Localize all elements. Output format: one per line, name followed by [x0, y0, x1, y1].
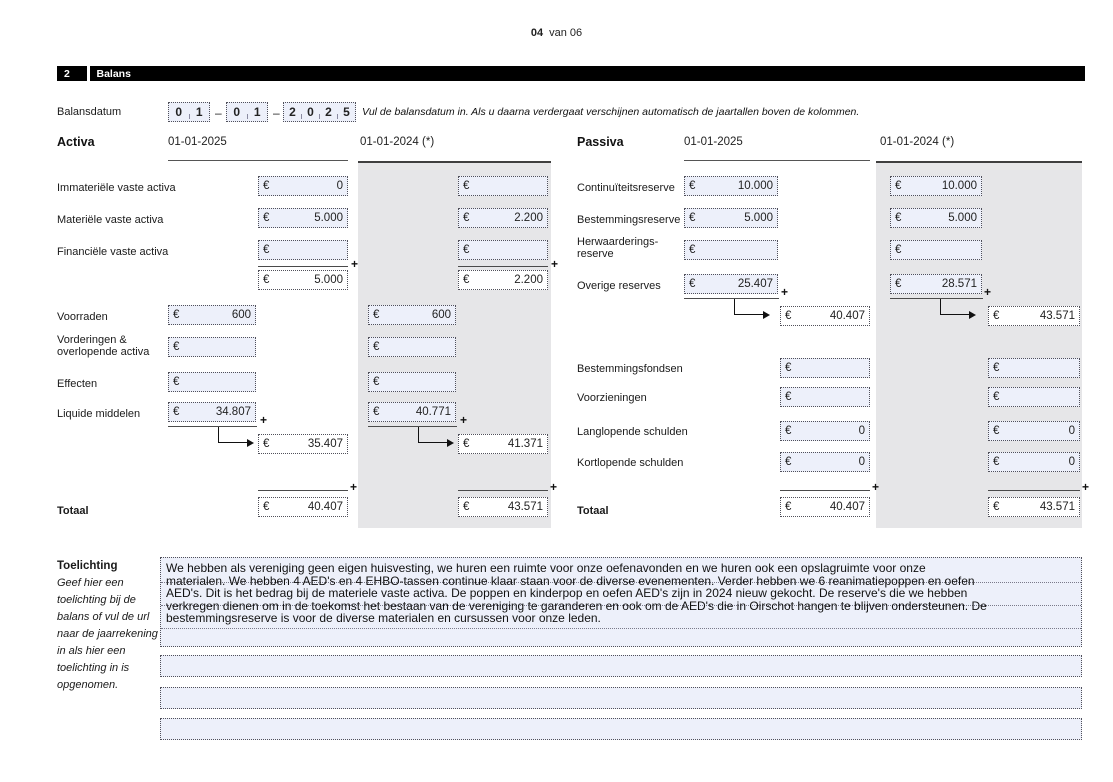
euro-sign: € — [173, 376, 180, 388]
plus-sign: + — [551, 257, 559, 271]
euro-sign: € — [463, 180, 470, 192]
sum-arrowhead-icon — [247, 439, 254, 447]
field-kortlopend-2025[interactable]: € 0 — [780, 452, 870, 472]
field-kortlopend-2024[interactable]: € 0 — [988, 452, 1080, 472]
field-herwaardering-2025[interactable] — [684, 240, 778, 260]
label-bestemmingsfondsen: Bestemmingsfondsen — [577, 363, 683, 375]
sum-line — [458, 266, 548, 267]
toelichting-hint-line: in als hier een — [57, 645, 126, 657]
field-voorzieningen-2025[interactable] — [780, 387, 870, 407]
toelichting-hint-line: toelichting in is — [57, 662, 130, 674]
balansdatum-year-field[interactable] — [283, 102, 356, 122]
month-digit: 0 — [233, 105, 241, 119]
field-passiva-totaal-2025: € 40.407 — [780, 497, 870, 517]
year-digit: 0 — [307, 105, 314, 119]
field-reserves-subtotaal-2025: € 40.407 — [780, 306, 870, 326]
plus-sign: + — [260, 413, 268, 427]
label-materiele-vaste-activa: Materiële vaste activa — [57, 214, 164, 226]
plus-sign: + — [781, 285, 789, 299]
field-passiva-totaal-2024: € 43.571 — [988, 497, 1080, 517]
field-overige-reserves-2024[interactable]: € 28.571 — [890, 274, 982, 294]
balansdatum-month-field[interactable] — [226, 102, 268, 122]
field-reserves-subtotaal-2024: € 43.571 — [988, 306, 1080, 326]
field-vorderingen-2025[interactable] — [168, 337, 256, 357]
euro-sign: € — [173, 309, 180, 321]
activa-title: Activa — [57, 135, 95, 149]
euro-sign: € — [895, 180, 902, 192]
toelichting-text-area[interactable] — [160, 557, 1082, 647]
toelichting-hint-line: opgenomen. — [57, 679, 119, 691]
page-number-suffix: van 06 — [549, 27, 583, 39]
sum-line — [258, 266, 348, 267]
passiva-title: Passiva — [577, 135, 624, 149]
label-financiele-vaste-activa: Financiële vaste activa — [57, 246, 169, 258]
field-materieel-2024[interactable]: € 2.200 — [458, 208, 548, 228]
sum-arrow-icon — [734, 299, 764, 315]
field-voorraden-2024[interactable]: € 600 — [368, 305, 456, 325]
field-bestemmingsreserve-2024[interactable]: € 5.000 — [890, 208, 982, 228]
field-activa-totaal-2024: € 43.571 — [458, 497, 548, 517]
euro-sign: € — [785, 362, 792, 374]
field-materieel-2025[interactable]: € 5.000 — [258, 208, 348, 228]
euro-sign: € — [173, 341, 180, 353]
field-vaste-activa-subtotaal-2024: € 2.200 — [458, 270, 548, 290]
euro-sign: € — [373, 406, 380, 418]
plus-sign: + — [872, 480, 880, 494]
field-continuiteitsreserve-2024[interactable]: € 10.000 — [890, 176, 982, 196]
euro-sign: € — [263, 244, 270, 256]
label-activa-totaal: Totaal — [57, 505, 89, 517]
label-voorraden: Voorraden — [57, 311, 108, 323]
label-immateriele-vaste-activa: Immateriële vaste activa — [57, 182, 176, 194]
field-langlopend-2024[interactable]: € 0 — [988, 421, 1080, 441]
field-voorraden-2025[interactable]: € 600 — [168, 305, 256, 325]
field-overige-reserves-2025[interactable]: € 25.407 — [684, 274, 778, 294]
euro-sign: € — [689, 212, 696, 224]
toelichting-empty-row[interactable] — [160, 718, 1082, 740]
euro-sign: € — [463, 244, 470, 256]
field-bestemmingsreserve-2025[interactable]: € 5.000 — [684, 208, 778, 228]
euro-sign: € — [463, 438, 470, 450]
label-liquide-middelen: Liquide middelen — [57, 408, 141, 420]
sum-arrowhead-icon — [447, 439, 454, 447]
label-kortlopende-schulden: Kortlopende schulden — [577, 457, 684, 469]
field-continuiteitsreserve-2025[interactable]: € 10.000 — [684, 176, 778, 196]
year-digit: 2 — [325, 105, 332, 119]
euro-sign: € — [263, 501, 270, 513]
euro-sign: € — [689, 180, 696, 192]
euro-sign: € — [689, 244, 696, 256]
sum-line — [458, 490, 548, 491]
label-bestemmingsreserve: Bestemmingsreserve — [577, 214, 681, 226]
passiva-2025-rule — [684, 160, 870, 161]
toelichting-hint-line: toelichting bij de — [57, 594, 136, 606]
plus-sign: + — [550, 480, 558, 494]
sum-arrow-icon — [940, 299, 970, 315]
label-passiva-totaal: Totaal — [577, 505, 609, 517]
toelichting-empty-row[interactable] — [160, 687, 1082, 709]
plus-sign: + — [1082, 480, 1090, 494]
field-herwaardering-2024[interactable] — [890, 240, 982, 260]
euro-sign: € — [689, 278, 696, 290]
euro-sign: € — [373, 341, 380, 353]
ruled-line — [161, 628, 1081, 629]
field-vorderingen-2024[interactable] — [368, 337, 456, 357]
euro-sign: € — [373, 376, 380, 388]
date-dash: – — [215, 106, 222, 120]
field-financieel-2024[interactable] — [458, 240, 548, 260]
euro-sign: € — [173, 406, 180, 418]
field-effecten-2025[interactable] — [168, 372, 256, 392]
field-effecten-2024[interactable] — [368, 372, 456, 392]
page-indicator — [0, 27, 1113, 39]
euro-sign: € — [993, 391, 1000, 403]
field-vlottende-subtotaal-2024: € 41.371 — [458, 434, 548, 454]
year-digit: 2 — [289, 105, 296, 119]
sum-line — [780, 490, 870, 491]
euro-sign: € — [463, 501, 470, 513]
sum-arrowhead-icon — [763, 311, 770, 319]
field-langlopend-2025[interactable]: € 0 — [780, 421, 870, 441]
label-voorzieningen: Voorzieningen — [577, 392, 647, 404]
euro-sign: € — [785, 425, 792, 437]
activa-2025-rule — [168, 160, 348, 161]
field-immaterieel-2025[interactable]: € 0 — [258, 176, 348, 196]
toelichting-hint-line: balans of vul de url — [57, 611, 150, 623]
sum-arrow-icon — [418, 427, 448, 443]
toelichting-hint-line: naar de jaarrekening — [57, 628, 158, 640]
euro-sign: € — [785, 501, 792, 513]
section-header-bar — [57, 66, 1085, 81]
day-digit: 0 — [175, 105, 183, 119]
activa-col-2025-header: 01-01-2025 — [168, 136, 227, 148]
euro-sign: € — [463, 212, 470, 224]
field-vaste-activa-subtotaal-2025: € 5.000 — [258, 270, 348, 290]
activa-col-2024-header: 01-01-2024 (*) — [360, 136, 435, 148]
balansdatum-label: Balansdatum — [57, 106, 122, 118]
field-voorzieningen-2024[interactable] — [988, 387, 1080, 407]
day-digit: 1 — [195, 105, 203, 119]
euro-sign: € — [785, 391, 792, 403]
label-effecten: Effecten — [57, 378, 98, 390]
label-continuiteitsreserve: Continuïteitsreserve — [577, 182, 675, 194]
euro-sign: € — [993, 362, 1000, 374]
balansdatum-instruction: Vul de balansdatum in. Als u daarna verdergaat verschijnen automatisch de jaartallen boven de kolommen. — [362, 106, 860, 118]
sum-arrowhead-icon — [969, 311, 976, 319]
plus-sign: + — [350, 480, 358, 494]
field-liquide-2024[interactable]: € 40.771 — [368, 402, 456, 422]
euro-sign: € — [373, 309, 380, 321]
euro-sign: € — [263, 180, 270, 192]
label-herwaardering-line1: Herwaarderings- — [577, 236, 659, 248]
label-vorderingen-line1: Vorderingen & — [57, 334, 127, 346]
euro-sign: € — [463, 274, 470, 286]
field-vlottende-subtotaal-2025: € 35.407 — [258, 434, 348, 454]
field-bestemmingsfondsen-2024[interactable] — [988, 358, 1080, 378]
toelichting-label: Toelichting — [57, 560, 118, 572]
field-activa-totaal-2025: € 40.407 — [258, 497, 348, 517]
year-digit: 5 — [343, 105, 350, 119]
plus-sign: + — [460, 413, 468, 427]
toelichting-empty-row[interactable] — [160, 655, 1082, 677]
euro-sign: € — [993, 456, 1000, 468]
euro-sign: € — [993, 310, 1000, 322]
euro-sign: € — [263, 212, 270, 224]
sum-line — [258, 490, 348, 491]
section-number: 2 — [64, 67, 70, 80]
date-dash: – — [273, 106, 280, 120]
field-financieel-2025[interactable] — [258, 240, 348, 260]
label-herwaardering-line2: reserve — [577, 248, 614, 260]
page-number-current: 04 — [530, 27, 544, 39]
toelichting-text: We hebben als vereniging geen eigen huisvesting, we huren een ruimte voor onze oefenavonden en we huren ook een opslagruimte voor onze materialen. We hebben 4 AED's en 4 EHBO-tassen continue klaar staan voor de diverse evenementen. Verder hebben we 6 reanimatiepoppen en oefen AED's. Dit is het bedrag bij de materiele vaste activa. De poppen en kinderpop en oefen AED's zijn in 2024 nieuw gekocht. De reserve's die we hebben verkregen dienen om in de toekomst het bestaan van de vereniging te garanderen en ook om de AED's die in Oirschot hangen te blijven ondersteunen. De bestemmingsreserve is voor de diverse materialen en cursussen voor onze leden. — [166, 561, 987, 626]
sum-arrow-icon — [218, 427, 248, 443]
label-overige-reserves: Overige reserves — [577, 280, 661, 292]
plus-sign: + — [984, 285, 992, 299]
euro-sign: € — [785, 456, 792, 468]
sum-line — [988, 490, 1080, 491]
euro-sign: € — [993, 501, 1000, 513]
balansdatum-day-field[interactable] — [168, 102, 210, 122]
sum-line — [684, 298, 779, 299]
field-bestemmingsfondsen-2025[interactable] — [780, 358, 870, 378]
field-liquide-2025[interactable]: € 34.807 — [168, 402, 256, 422]
passiva-col-2024-header: 01-01-2024 (*) — [880, 136, 955, 148]
euro-sign: € — [263, 438, 270, 450]
euro-sign: € — [993, 425, 1000, 437]
euro-sign: € — [895, 244, 902, 256]
passiva-col-2025-header: 01-01-2025 — [684, 136, 743, 148]
euro-sign: € — [785, 310, 792, 322]
section-title: Balans — [96, 67, 131, 80]
field-immaterieel-2024[interactable] — [458, 176, 548, 196]
label-vorderingen-line2: overlopende activa — [57, 346, 150, 358]
euro-sign: € — [895, 278, 902, 290]
euro-sign: € — [263, 274, 270, 286]
plus-sign: + — [351, 257, 359, 271]
toelichting-hint-line: Geef hier een — [57, 577, 124, 589]
label-langlopende-schulden: Langlopende schulden — [577, 426, 688, 438]
month-digit: 1 — [253, 105, 261, 119]
euro-sign: € — [895, 212, 902, 224]
